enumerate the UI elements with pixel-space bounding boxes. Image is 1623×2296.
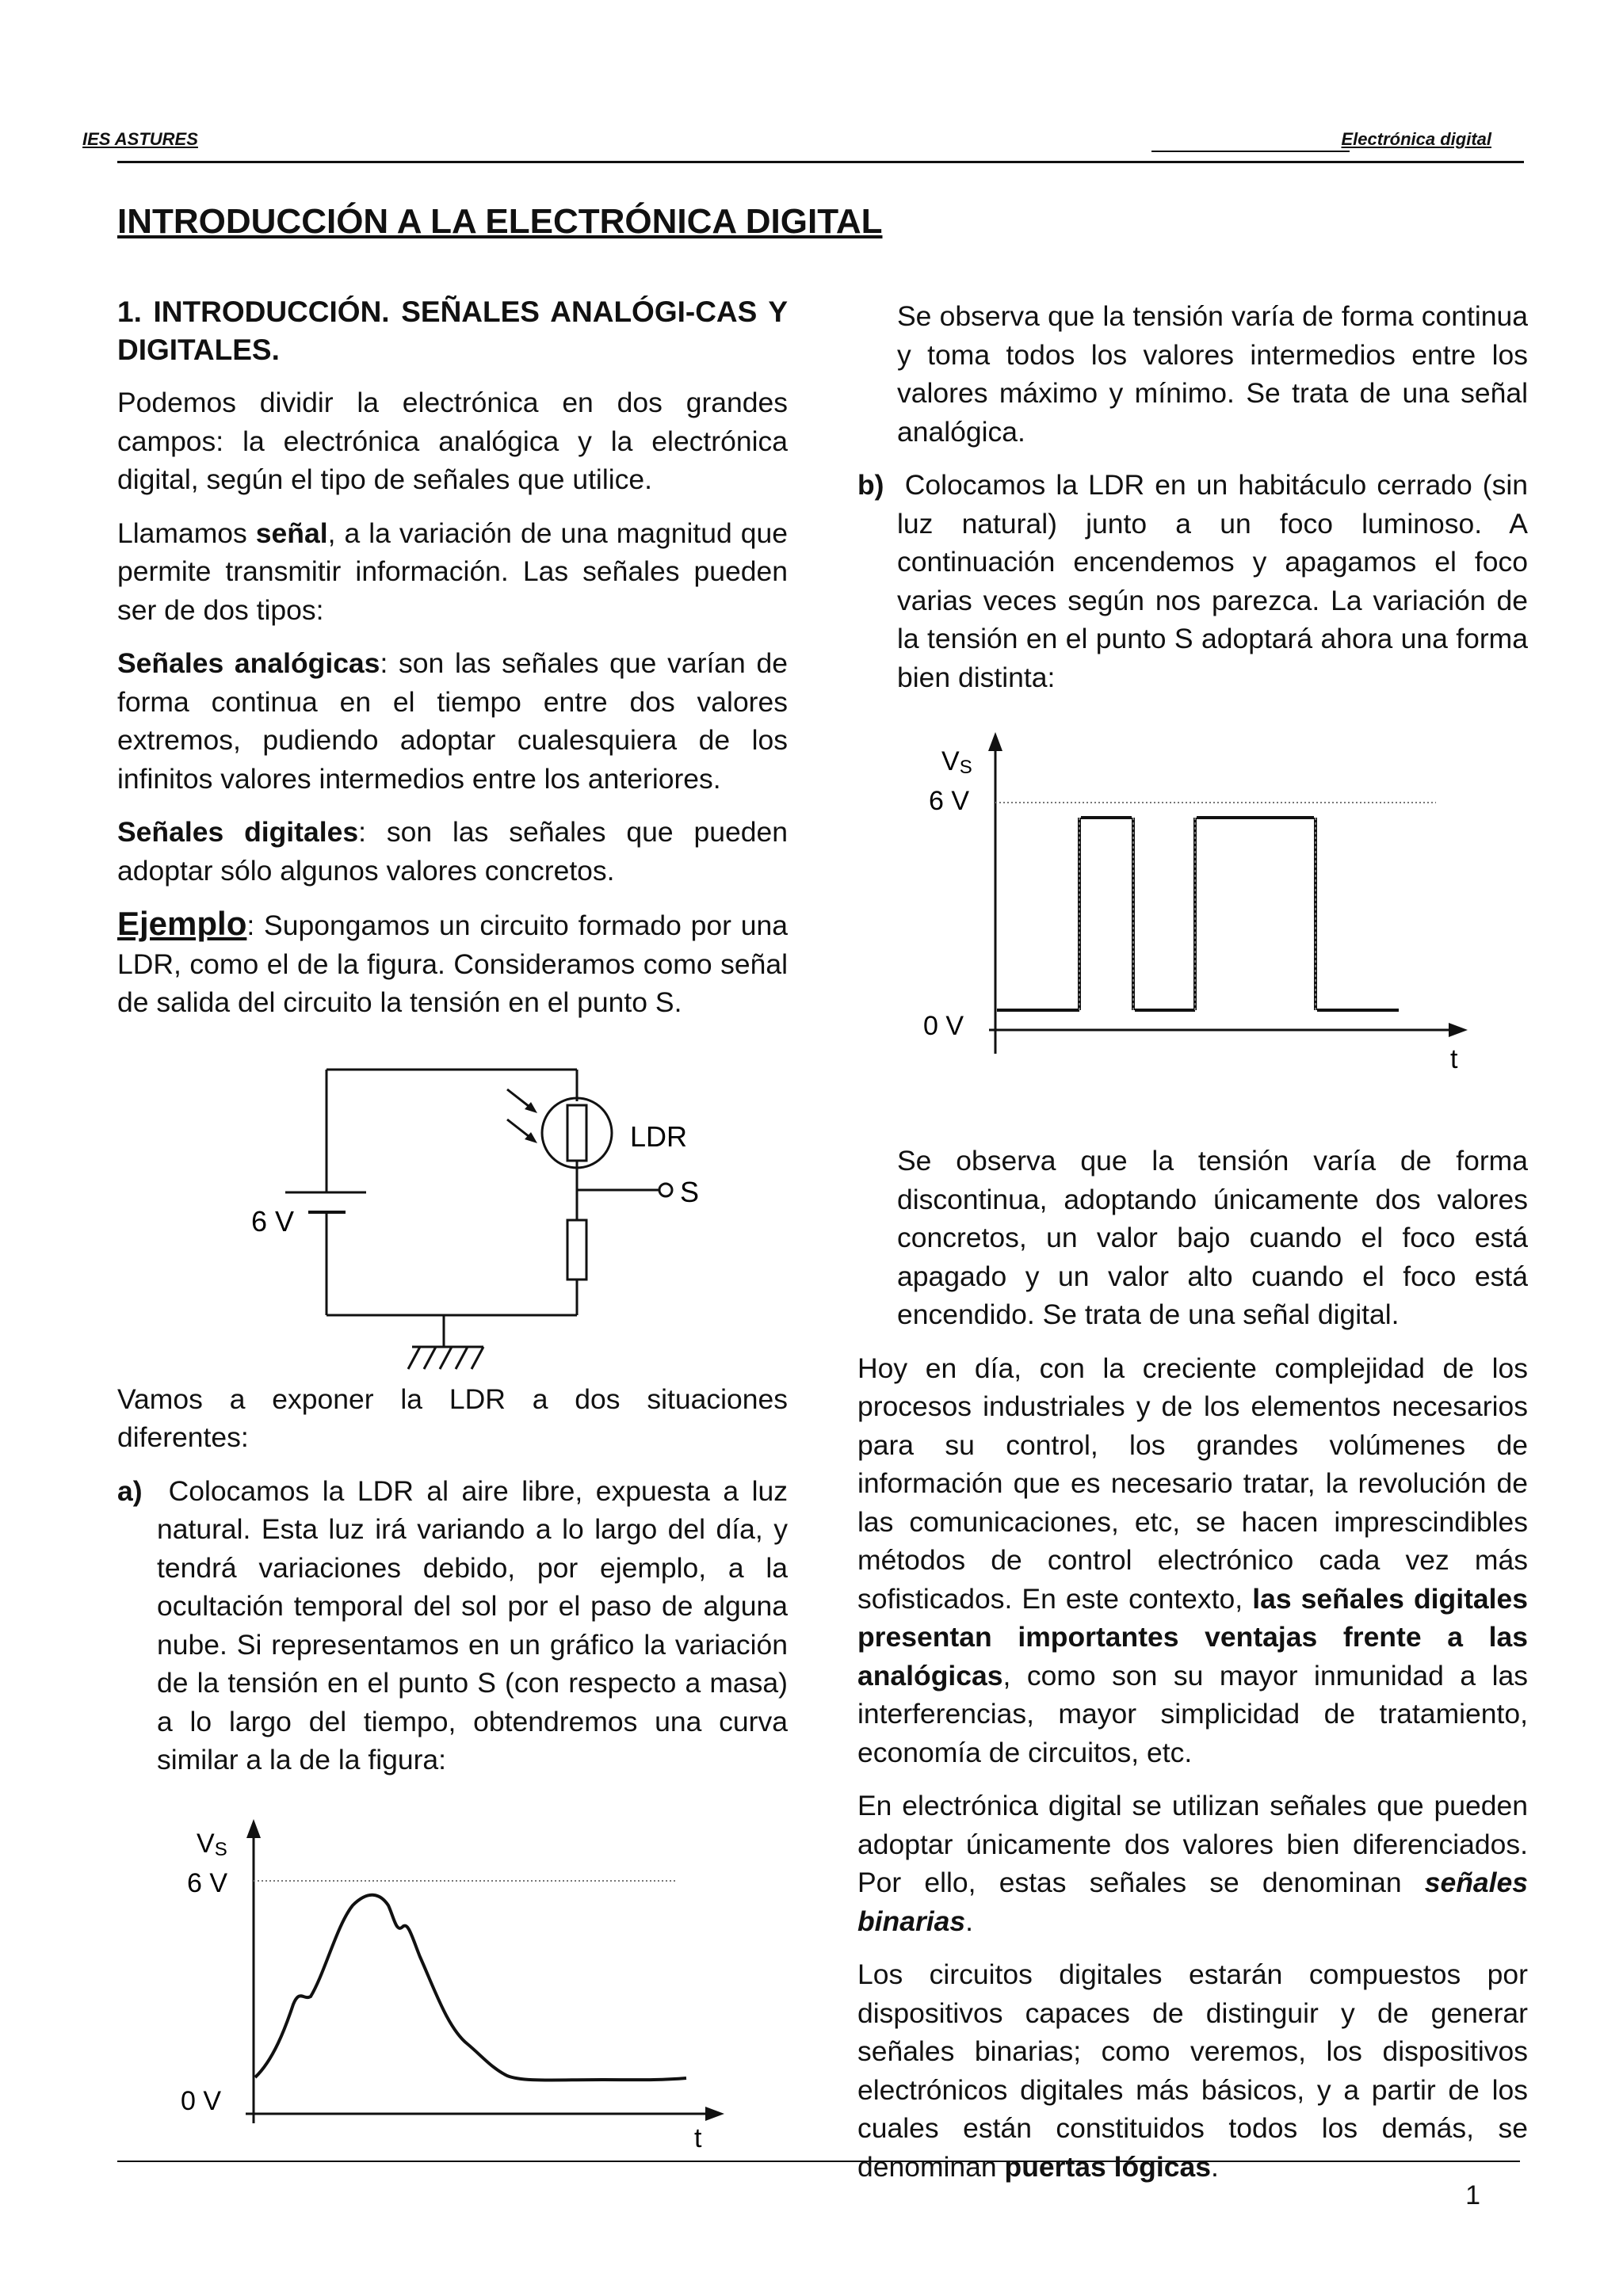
- digital-edges: [1079, 818, 1316, 1010]
- battery-label: 6 V: [251, 1205, 295, 1238]
- paragraph: Ejemplo: Supongamos un circuito formado por una LDR, como el de la figura. Consideramos como señal de salida del circuito la tensión en el punto S.: [117, 905, 788, 1018]
- ejemplo-label: Ejemplo: [117, 905, 247, 942]
- paragraph: Se observa que la tensión varía de forma discontinua, adoptando únicamente dos valores concretos, un valor bajo cuando el foco está apagado y un valor alto cuando el foco está encendido. Se trata de una señal digital.: [897, 1145, 1528, 1330]
- paragraph: Se observa que la tensión varía de forma continua y toma todos los valores intermedios entre los valores máximo y mínimo. Se trata de una señal analógica.: [897, 300, 1528, 448]
- x-axis-arrow: [1449, 1023, 1468, 1037]
- x-axis-label: t: [1450, 1044, 1458, 1074]
- footer-rule: [117, 2161, 1520, 2162]
- section-heading: 1. INTRODUCCIÓN. SEÑALES ANALÓGI-CAS Y DIGITALES.: [117, 296, 788, 366]
- y-axis-label: VS: [941, 746, 972, 778]
- header-right: Electrónica digital: [1341, 129, 1491, 149]
- y-max-label: 6 V: [187, 1868, 228, 1898]
- paragraph: Señales analógicas: son las señales que varían de forma continua en el tiempo entre dos valores extremos, pudiendo adoptar cualesquiera de los infinitos valores intermedios entre los anteriores.: [117, 647, 789, 795]
- paragraph: Los circuitos digitales estarán compuestos por dispositivos capaces de distinguir y de generar señales binarias; como veremos, los dispositivos electrónicos digitales más básicos, y a partir de los cuales están constituidos todos los demás, se denominan puertas lógicas.: [857, 1958, 1528, 2183]
- page-title: INTRODUCCIÓN A LA ELECTRÓNICA DIGITAL: [117, 202, 883, 241]
- paragraph: Podemos dividir la electrónica en dos grandes campos: la electrónica analógica y la electrónica digital, según el tipo de señales que utilice.: [117, 387, 788, 495]
- paragraph: Llamamos señal, a la variación de una magnitud que permite transmitir información. Las señales pueden ser de dos tipos:: [117, 517, 788, 626]
- page-number: 1: [1465, 2180, 1480, 2210]
- paragraph: Vamos a exponer la LDR a dos situaciones diferentes:: [117, 1383, 788, 1453]
- y-min-label: 0 V: [181, 2086, 222, 2116]
- y-axis-arrow: [988, 732, 1002, 751]
- paragraph: Hoy en día, con la creciente complejidad de los procesos industriales y de los elementos necesarios para su control, los grandes volúmenes de información que es necesario tratar, la revolución de las comunicaciones, etc, se hacen imprescindibles métodos de control electrónico cada vez más sofisticados. En este contexto, las señales digitales presentan importantes ventajas frente a las analógicas, como son su mayor inmunidad a las interferencias, mayor simplicidad de tratamiento, economía de circuitos, etc.: [857, 1352, 1528, 1768]
- ldr-label: LDR: [630, 1120, 688, 1153]
- y-max-label: 6 V: [929, 786, 970, 816]
- output-label: S: [680, 1176, 700, 1208]
- y-axis-label: VS: [197, 1829, 227, 1860]
- header-left: IES ASTURES: [82, 129, 198, 149]
- digital-signal-line: [997, 818, 1399, 1010]
- paragraph: En electrónica digital se utilizan señales que pueden adoptar únicamente dos valores bien diferenciados. Por ello, estas señales se denominan señales binarias.: [857, 1790, 1528, 1937]
- list-item-b: b) Colocamos la LDR en un habitáculo cerrado (sin luz natural) junto a un foco luminoso. A continuación encendemos y apagamos el foco varias veces según nos parezca. La variación de la tensión en el punto S adoptará ahora una forma bien distinta:: [857, 469, 1528, 693]
- list-item-a: a) Colocamos la LDR al aire libre, expuesta a luz natural. Esta luz irá variando a lo largo del día, y tendrá variaciones debido, por ejemplo, a la ocultación temporal del sol por el paso de alguna nube. Si representamos en un gráfico la variación de la tensión en el punto S (con respecto a masa) a lo largo del tiempo, obtendremos una curva similar a la de la figura:: [117, 1474, 788, 1775]
- x-axis-label: t: [694, 2123, 702, 2153]
- paragraph: Señales digitales: son las señales que pueden adoptar sólo algunos valores concretos.: [117, 816, 788, 887]
- y-min-label: 0 V: [923, 1011, 964, 1041]
